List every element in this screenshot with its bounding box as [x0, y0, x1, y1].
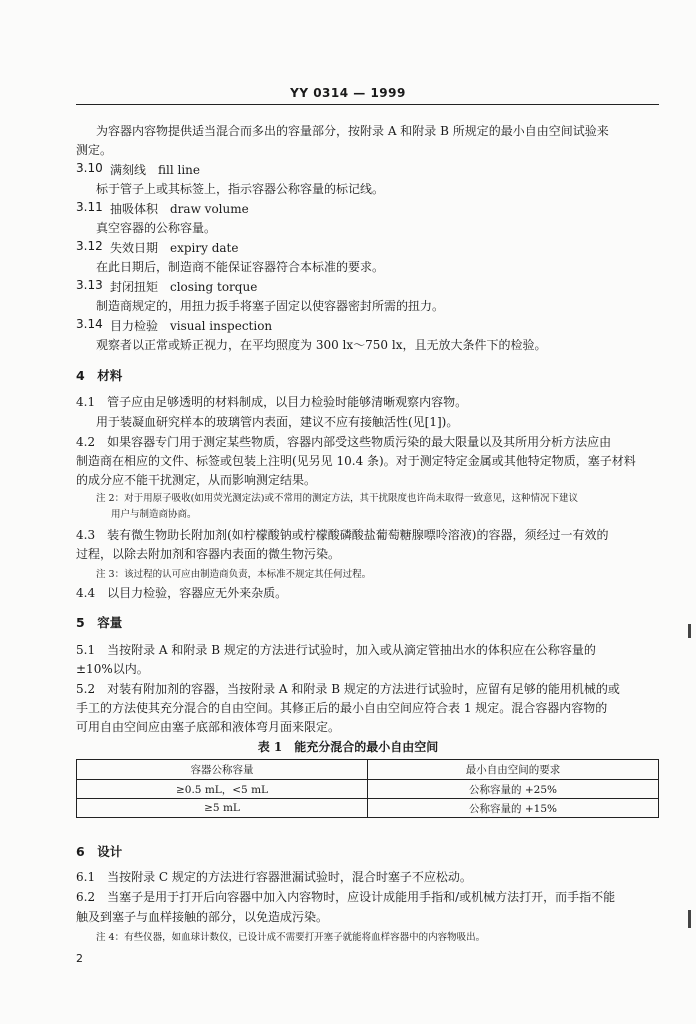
- paragraph-line: 4.1 管子应由足够透明的材料制成，以目力检验时能够清晰观察内容物。: [76, 395, 468, 409]
- section-heading-materials: 4 材料: [76, 368, 123, 383]
- clause-text: 在此日期后，制造商不能保证容器符合本标准的要求。: [96, 260, 385, 274]
- paragraph-line: 制造商在相应的文件、标签或包装上注明(见另见 10.4 条)。对于测定特定金属或其他特定物质，塞子材料: [76, 454, 636, 468]
- table-header-cell: 最小自由空间的要求: [368, 760, 659, 780]
- standard-header: YY 0314 — 1999: [290, 86, 406, 100]
- clause-title: 目力检验 visual inspection: [110, 319, 273, 333]
- free-space-table: [76, 759, 659, 818]
- paragraph-line: 的成分应不能干扰测定，从而影响测定结果。: [76, 473, 317, 487]
- paragraph-line: 6.1 当按附录 C 规定的方法进行容器泄漏试验时，混合时塞子不应松动。: [76, 870, 472, 884]
- paragraph-line: 4.3 装有微生物助长附加剂(如柠檬酸钠或柠檬酸磷酸盐葡萄糖腺嘌呤溶液)的容器，须经过一有效的: [76, 528, 609, 542]
- header-rule: [76, 104, 659, 105]
- table-cell: 公称容量的 +15%: [368, 799, 659, 818]
- table-header-row: [77, 760, 659, 780]
- table-row: [77, 780, 659, 799]
- table-cell: 公称容量的 +25%: [368, 780, 659, 799]
- paragraph-line: 5.2 对装有附加剂的容器，当按附录 A 和附录 B 规定的方法进行试验时，应留有足够的能用机械的或: [76, 682, 620, 696]
- clause-text: 真空容器的公称容量。: [96, 221, 217, 235]
- clause-number: 3.10: [76, 161, 103, 175]
- page-number: 2: [76, 952, 83, 965]
- paragraph-line: 用于装凝血研究样本的玻璃管内表面，建议不应有接触活性(见[1])。: [96, 415, 459, 429]
- paragraph-line: 5.1 当按附录 A 和附录 B 规定的方法进行试验时，加入或从滴定管抽出水的体积应在公称容量的: [76, 643, 596, 657]
- paragraph-line: 6.2 当塞子是用于打开后向容器中加入内容物时，应设计成能用手指和/或机械方法打开，而手指不能: [76, 890, 616, 904]
- clause-number: 3.13: [76, 278, 103, 292]
- table-row: [77, 799, 659, 818]
- paragraph-line: 测定。: [76, 143, 113, 157]
- clause-title: 抽吸体积 draw volume: [110, 202, 249, 216]
- table-header-cell: 容器公称容量: [77, 760, 368, 780]
- paragraph-line: 4.4 以目力检验，容器应无外来杂质。: [76, 586, 288, 600]
- clause-title: 满刻线 fill line: [110, 163, 201, 177]
- paragraph-line: 触及到塞子与血样接触的部分，以免造成污染。: [76, 910, 329, 924]
- clause-number: 3.11: [76, 200, 103, 214]
- paragraph-line: ±10%以内。: [76, 662, 149, 676]
- clause-number: 3.14: [76, 317, 103, 331]
- section-heading-design: 6 设计: [76, 844, 123, 859]
- clause-title: 失效日期 expiry date: [110, 241, 239, 255]
- clause-title: 封闭扭矩 closing torque: [110, 280, 258, 294]
- section-heading-capacity: 5 容量: [76, 615, 123, 630]
- paragraph-line: 为容器内容物提供适当混合而多出的容量部分，按附录 A 和附录 B 所规定的最小自由空间试验来: [96, 124, 609, 138]
- note-line: 注 3：该过程的认可应由制造商负责，本标准不规定其任何过程。: [96, 569, 372, 580]
- table-cell: ≥0.5 mL，<5 mL: [77, 780, 368, 799]
- scan-edge-mark: [688, 624, 691, 638]
- note-line: 注 2：对于用原子吸收(如用荧光测定法)或不常用的测定方法，其干扰限度也许尚未取得一致意见，这种情况下建议: [96, 493, 578, 504]
- clause-number: 3.12: [76, 239, 103, 253]
- note-line: 用户与制造商协商。: [111, 509, 197, 520]
- table-cell: ≥5 mL: [77, 799, 368, 818]
- table-caption: 表 1 能充分混合的最小自由空间: [257, 740, 439, 754]
- paragraph-line: 过程，以除去附加剂和容器内表面的微生物污染。: [76, 547, 341, 561]
- clause-text: 观察者以正常或矫正视力，在平均照度为 300 lx～750 lx，且无放大条件下的检验。: [96, 338, 547, 352]
- note-line: 注 4：有些仪器，如血球计数仪，已设计成不需要打开塞子就能将血样容器中的内容物吸出。: [96, 932, 486, 943]
- scan-edge-mark: [688, 910, 691, 928]
- paragraph-line: 4.2 如果容器专门用于测定某些物质，容器内部受这些物质污染的最大限量以及其所用分析方法应由: [76, 435, 612, 449]
- paragraph-line: 可用自由空间应由塞子底部和液体弯月面来限定。: [76, 720, 341, 734]
- clause-text: 制造商规定的，用扭力扳手将塞子固定以使容器密封所需的扭力。: [96, 299, 445, 313]
- paragraph-line: 手工的方法使其充分混合的自由空间。其修正后的最小自由空间应符合表 1 规定。混合容器内容物的: [76, 701, 608, 715]
- clause-text: 标于管子上或其标签上，指示容器公称容量的标记线。: [96, 182, 385, 196]
